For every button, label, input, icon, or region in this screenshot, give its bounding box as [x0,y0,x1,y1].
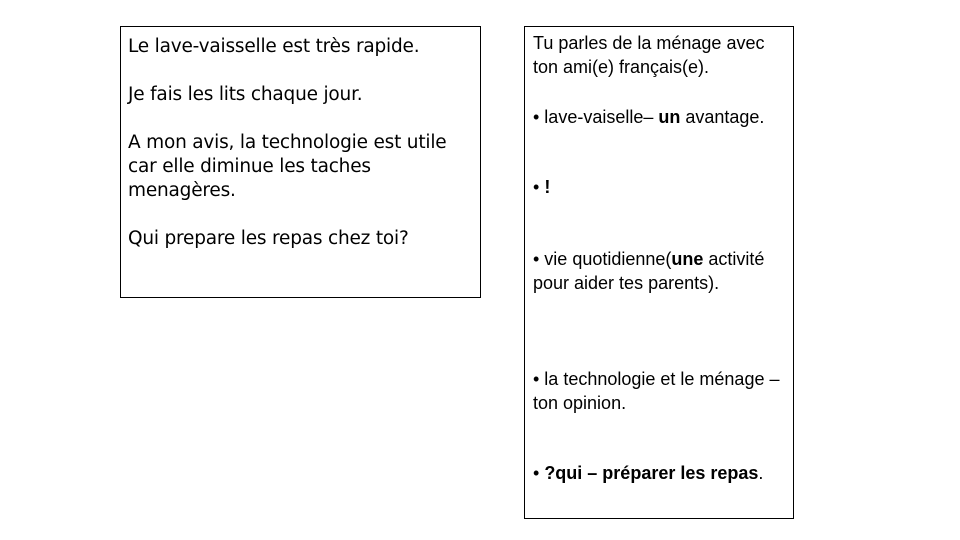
statement-technology-opinion: A mon avis, la technologie est utile car elle diminue les taches menagères. [128,132,447,201]
statements-box [120,26,481,298]
statement-beds: Je fais les lits chaque jour. [128,84,363,105]
bullet-meals-question: • ?qui – préparer les repas. [533,463,764,483]
statement-dishwasher: Le lave-vaisselle est très rapide. [128,36,420,57]
bullet-dishwasher: • lave-vaiselle– un avantage. [533,107,765,127]
bullet-technology-opinion: • la technologie et le ménage – ton opinion. [533,369,780,413]
bullet-unexpected: • ! [533,177,551,197]
task-box [524,26,794,519]
task-prompt: Tu parles de la ménage avec ton ami(e) français(e). [533,33,765,77]
bullet-daily-life: • vie quotidienne(une activité pour aider tes parents). [533,249,765,293]
statement-meals-question: Qui prepare les repas chez toi? [128,228,409,249]
